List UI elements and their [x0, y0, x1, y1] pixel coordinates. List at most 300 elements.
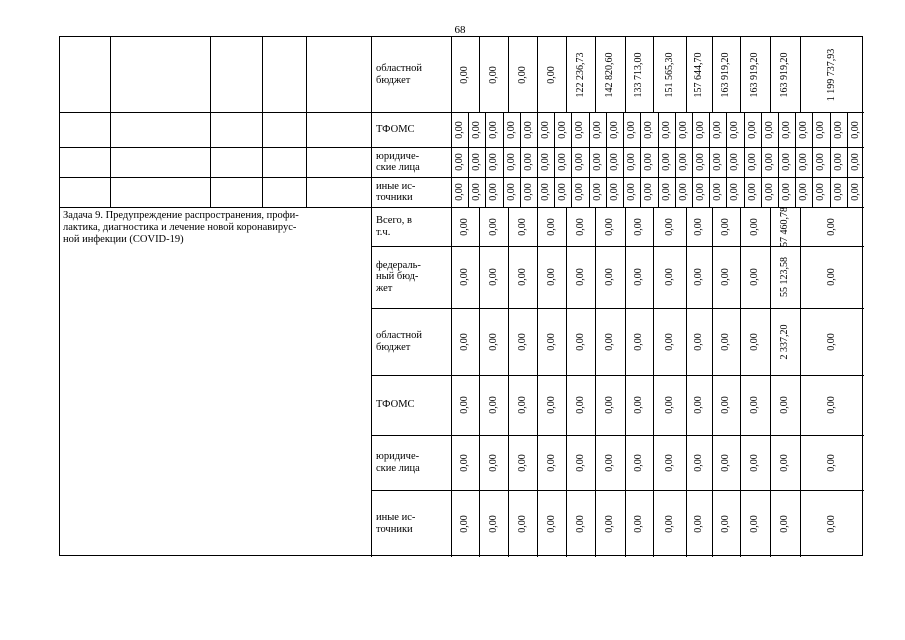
value-cell: [566, 435, 595, 490]
value-cell: [503, 177, 520, 207]
table-rule: [623, 147, 624, 177]
value-text: 0,00: [625, 120, 637, 139]
value-cell: [726, 112, 744, 147]
value-text: 0,00: [556, 120, 568, 139]
funding-source-line: ТФОМС: [376, 399, 415, 411]
value-cell: [589, 177, 606, 207]
value-cell: [595, 308, 625, 375]
table-rule: [479, 308, 480, 375]
value-cell: [770, 308, 800, 375]
value-text: 0,00: [749, 332, 760, 351]
funding-source-line: бюджет: [376, 341, 411, 353]
task-heading-line: Задача 9. Предупреждение распространения, профи-: [63, 210, 299, 221]
table-rule: [744, 177, 745, 207]
table-rule: [761, 177, 762, 207]
value-text: 0,00: [522, 120, 534, 139]
value-text: 0,00: [633, 217, 644, 236]
funding-source-line: иные ис-: [376, 180, 416, 192]
value-cell: [503, 112, 520, 147]
value-cell: [653, 375, 686, 435]
value-text: 0,00: [720, 217, 731, 236]
value-text: 0,00: [459, 453, 470, 472]
table-rule: [686, 490, 687, 557]
table-rule: [800, 207, 801, 246]
table-rule: [537, 112, 538, 147]
value-cell: [761, 112, 778, 147]
value-cell: [712, 490, 740, 557]
value-text: 0,00: [663, 453, 675, 472]
value-cell: [554, 147, 571, 177]
value-cell: [712, 37, 740, 112]
value-cell: [800, 246, 864, 308]
table-rule: [503, 112, 504, 147]
value-text: 0,00: [522, 183, 534, 201]
value-text: 0,00: [660, 120, 672, 139]
table-rule: [554, 112, 555, 147]
value-cell: [795, 112, 812, 147]
value-text: 0,00: [749, 453, 760, 472]
table-rule: [712, 490, 713, 557]
value-text: 0,00: [459, 268, 470, 286]
value-cell: [537, 490, 566, 557]
value-text: 0,00: [849, 183, 861, 201]
value-text: 0,00: [453, 183, 465, 201]
value-cell: [485, 147, 503, 177]
value-cell: [566, 375, 595, 435]
value-cell: [451, 308, 479, 375]
value-cell: [451, 435, 479, 490]
value-text: 0,00: [516, 514, 528, 533]
value-cell: [503, 147, 520, 177]
table-rule: [686, 207, 687, 246]
value-cell: [686, 308, 712, 375]
value-text: 0,00: [488, 120, 499, 139]
table-rule: [726, 112, 727, 147]
value-cell: [686, 246, 712, 308]
value-cell: [554, 177, 571, 207]
value-cell: [537, 147, 554, 177]
table-rule: [770, 435, 771, 490]
table-rule: [520, 147, 521, 177]
table-rule: [623, 112, 624, 147]
table-rule: [653, 490, 654, 557]
table-rule: [800, 308, 801, 375]
value-text: 0,00: [779, 514, 790, 533]
value-text: 0,00: [604, 396, 615, 414]
value-text: 0,00: [694, 120, 706, 139]
table-rule: [210, 37, 211, 207]
value-cell: [451, 375, 479, 435]
value-cell: [625, 308, 653, 375]
value-text: 0,00: [720, 332, 731, 351]
value-cell: [537, 435, 566, 490]
table-rule: [726, 147, 727, 177]
value-cell: [686, 207, 712, 246]
value-cell: [468, 147, 485, 177]
value-text: 0,00: [746, 120, 758, 139]
table-rule: [479, 375, 480, 435]
value-text: 0,00: [470, 153, 482, 171]
table-rule: [847, 177, 848, 207]
table-rule: [712, 207, 713, 246]
table-rule: [740, 490, 741, 557]
value-cell: [778, 112, 795, 147]
value-text: 0,00: [516, 453, 528, 472]
value-text: 0,00: [815, 183, 826, 201]
table-rule: [658, 147, 659, 177]
funding-source-line: жет: [376, 282, 393, 294]
table-rule: [800, 490, 801, 557]
value-text: 0,00: [779, 396, 790, 414]
table-rule: [692, 112, 693, 147]
value-cell: [623, 112, 640, 147]
value-cell: [485, 112, 503, 147]
value-cell: [537, 37, 566, 112]
value-cell: [830, 147, 847, 177]
value-cell: [571, 112, 589, 147]
value-text: 0,00: [797, 183, 809, 201]
value-text: 0,00: [516, 217, 528, 236]
table-rule: [744, 147, 745, 177]
table-rule: [675, 147, 676, 177]
value-text: 0,00: [574, 396, 586, 414]
value-cell: [451, 112, 468, 147]
table-rule: [744, 112, 745, 147]
table-rule: [812, 147, 813, 177]
value-text: 0,00: [539, 153, 551, 171]
value-text: 0,00: [459, 65, 470, 84]
funding-source-line: юридиче-: [376, 150, 420, 162]
table-rule: [653, 308, 654, 375]
value-cell: [658, 177, 675, 207]
funding-source-line: иные ис-: [376, 512, 416, 523]
table-rule: [554, 177, 555, 207]
table-rule: [479, 435, 480, 490]
value-text: 0,00: [470, 183, 482, 201]
value-cell: [653, 490, 686, 557]
value-text: 0,00: [780, 183, 792, 201]
table-rule: [770, 37, 771, 112]
value-text: 0,00: [711, 183, 723, 201]
value-text: 0,00: [545, 514, 557, 533]
value-text: 0,00: [591, 120, 603, 139]
value-text: 0,00: [556, 153, 568, 171]
value-cell: [508, 308, 537, 375]
table-rule: [595, 37, 596, 112]
funding-source-line: точники: [376, 192, 413, 203]
value-text: 0,00: [749, 268, 760, 286]
table-rule: [537, 147, 538, 177]
value-text: 0,00: [633, 396, 644, 414]
value-text: 0,00: [633, 268, 644, 286]
table-rule: [595, 435, 596, 490]
funding-source: [371, 308, 451, 375]
value-cell: [595, 490, 625, 557]
table-rule: [566, 490, 567, 557]
value-text: 0,00: [574, 183, 585, 201]
value-cell: [744, 112, 761, 147]
funding-source-line: юридиче-: [376, 451, 420, 462]
table-rule: [830, 177, 831, 207]
value-text: 0,00: [815, 153, 826, 171]
value-text: 0,00: [591, 153, 603, 171]
table-rule: [770, 246, 771, 308]
value-cell: [770, 375, 800, 435]
table-rule: [508, 246, 509, 308]
value-text: 0,00: [604, 453, 615, 472]
table-rule: [485, 112, 486, 147]
value-text: 0,00: [826, 514, 837, 533]
value-cell: [479, 308, 508, 375]
value-text: 0,00: [487, 65, 499, 84]
value-cell: [589, 112, 606, 147]
value-cell: [740, 207, 770, 246]
value-cell: [709, 177, 726, 207]
table-rule: [686, 435, 687, 490]
value-cell: [744, 177, 761, 207]
value-text: 0,00: [625, 183, 637, 201]
value-text: 0,00: [459, 396, 470, 414]
value-cell: [800, 308, 864, 375]
table-rule: [468, 177, 469, 207]
value-cell: [537, 375, 566, 435]
value-cell: [847, 147, 864, 177]
table-rule: [479, 246, 480, 308]
table-rule: [640, 112, 641, 147]
table-rule: [606, 112, 607, 147]
value-cell: [595, 37, 625, 112]
table-rule: [653, 37, 654, 112]
table-rule: [566, 308, 567, 375]
value-text: 0,00: [693, 268, 704, 286]
value-cell: [606, 112, 623, 147]
value-cell: [712, 207, 740, 246]
funding-source: [371, 435, 451, 490]
value-text: 0,00: [711, 120, 723, 139]
table-rule: [686, 308, 687, 375]
value-text: 0,00: [849, 153, 861, 171]
value-cell: [479, 435, 508, 490]
value-cell: [800, 375, 864, 435]
value-text: 1 199 737,93: [826, 48, 837, 101]
funding-source: [371, 112, 451, 147]
value-text: 0,00: [720, 268, 731, 286]
funding-source-line: ный бюд-: [376, 271, 419, 283]
value-text: 0,00: [545, 268, 557, 286]
value-text: 0,00: [487, 453, 499, 472]
value-cell: [640, 177, 658, 207]
value-text: 0,00: [693, 453, 704, 472]
table-rule: [537, 435, 538, 490]
value-text: 0,00: [826, 268, 837, 286]
table-rule: [595, 308, 596, 375]
table-rule: [537, 308, 538, 375]
value-cell: [479, 490, 508, 557]
table-rule: [625, 435, 626, 490]
value-cell: [508, 207, 537, 246]
value-cell: [595, 207, 625, 246]
value-cell: [566, 490, 595, 557]
value-text: 0,00: [516, 65, 528, 84]
table-rule: [795, 147, 796, 177]
funding-source-line: федераль-: [376, 259, 421, 271]
funding-source: [371, 177, 451, 207]
value-cell: [709, 112, 726, 147]
value-cell: [653, 246, 686, 308]
value-cell: [778, 177, 795, 207]
value-text: 0,00: [574, 217, 586, 236]
funding-source-line: Всего, в: [376, 215, 412, 226]
value-cell: [595, 435, 625, 490]
table-rule: [468, 147, 469, 177]
funding-source: [371, 207, 451, 246]
task-heading: [60, 207, 371, 557]
table-rule: [740, 435, 741, 490]
value-text: 57 460,78: [779, 207, 790, 246]
value-cell: [606, 147, 623, 177]
value-cell: [508, 435, 537, 490]
table-rule: [712, 246, 713, 308]
value-text: 0,00: [459, 332, 470, 351]
value-cell: [451, 177, 468, 207]
value-cell: [709, 147, 726, 177]
value-text: 0,00: [720, 396, 731, 414]
value-cell: [625, 246, 653, 308]
table-rule: [625, 308, 626, 375]
task-heading-line: ной инфекции (COVID-19): [63, 234, 184, 245]
value-text: 0,00: [832, 183, 844, 201]
table-rule: [675, 177, 676, 207]
value-cell: [800, 37, 864, 112]
value-cell: [770, 207, 800, 246]
value-cell: [726, 177, 744, 207]
funding-source-line: точники: [376, 523, 413, 535]
value-text: 0,00: [693, 332, 704, 351]
value-text: 0,00: [779, 453, 790, 472]
value-cell: [451, 37, 479, 112]
value-text: 0,00: [849, 120, 861, 139]
table-rule: [830, 147, 831, 177]
table-rule: [778, 177, 779, 207]
table-rule: [686, 37, 687, 112]
table-rule: [653, 375, 654, 435]
value-text: 0,00: [516, 268, 528, 286]
value-text: 0,00: [604, 268, 615, 286]
value-text: 0,00: [832, 153, 844, 171]
value-cell: [623, 147, 640, 177]
value-text: 0,00: [487, 396, 499, 414]
value-text: 0,00: [459, 217, 470, 236]
value-cell: [686, 375, 712, 435]
funding-source: [371, 490, 451, 557]
value-text: 0,00: [677, 153, 689, 171]
value-text: 133 713,00: [633, 52, 644, 97]
table-rule: [800, 37, 801, 112]
value-cell: [830, 177, 847, 207]
value-text: 0,00: [763, 153, 775, 171]
table-rule: [485, 147, 486, 177]
value-text: 0,00: [487, 217, 499, 236]
value-text: 0,00: [780, 153, 792, 171]
value-cell: [508, 246, 537, 308]
value-cell: [800, 435, 864, 490]
value-cell: [712, 435, 740, 490]
table-rule: [623, 177, 624, 207]
value-text: 0,00: [677, 120, 689, 139]
value-cell: [761, 177, 778, 207]
value-cell: [508, 375, 537, 435]
table-rule: [566, 246, 567, 308]
table-rule: [595, 246, 596, 308]
value-text: 0,00: [729, 183, 740, 201]
table-rule: [566, 207, 567, 246]
value-cell: [640, 112, 658, 147]
value-text: 0,00: [746, 153, 758, 171]
value-text: 0,00: [539, 183, 551, 201]
value-text: 0,00: [746, 183, 758, 201]
value-text: 0,00: [832, 120, 844, 139]
value-text: 157 644,70: [693, 52, 704, 97]
table-rule: [795, 112, 796, 147]
value-text: 0,00: [711, 153, 723, 171]
value-cell: [566, 246, 595, 308]
value-cell: [692, 112, 709, 147]
table-rule: [566, 435, 567, 490]
table-rule: [726, 177, 727, 207]
table-rule: [520, 112, 521, 147]
value-text: 122 236,73: [574, 52, 586, 97]
value-text: 151 565,30: [663, 52, 675, 97]
value-text: 0,00: [453, 153, 465, 171]
value-cell: [692, 177, 709, 207]
table-rule: [571, 177, 572, 207]
table-rule: [847, 147, 848, 177]
value-cell: [658, 112, 675, 147]
value-cell: [795, 147, 812, 177]
table-rule: [640, 177, 641, 207]
value-cell: [451, 246, 479, 308]
value-text: 0,00: [488, 153, 499, 171]
table-rule: [740, 308, 741, 375]
table-rule: [800, 435, 801, 490]
value-cell: [740, 308, 770, 375]
table-rule: [595, 375, 596, 435]
funding-source-line: ские лица: [376, 462, 420, 474]
value-cell: [770, 435, 800, 490]
value-cell: [537, 177, 554, 207]
value-cell: [451, 147, 468, 177]
value-text: 0,00: [488, 183, 499, 201]
table-rule: [692, 177, 693, 207]
table-rule: [537, 246, 538, 308]
value-cell: [740, 435, 770, 490]
table-rule: [692, 147, 693, 177]
page-number: 68: [454, 24, 466, 36]
value-text: 0,00: [574, 268, 586, 286]
table-rule: [537, 207, 538, 246]
value-cell: [712, 246, 740, 308]
value-cell: [520, 112, 537, 147]
value-text: 0,00: [545, 65, 557, 84]
value-cell: [812, 177, 830, 207]
table-rule: [479, 207, 480, 246]
value-cell: [712, 308, 740, 375]
value-text: 0,00: [522, 153, 534, 171]
value-cell: [566, 207, 595, 246]
value-text: 0,00: [591, 183, 603, 201]
value-text: 0,00: [633, 332, 644, 351]
value-cell: [658, 147, 675, 177]
